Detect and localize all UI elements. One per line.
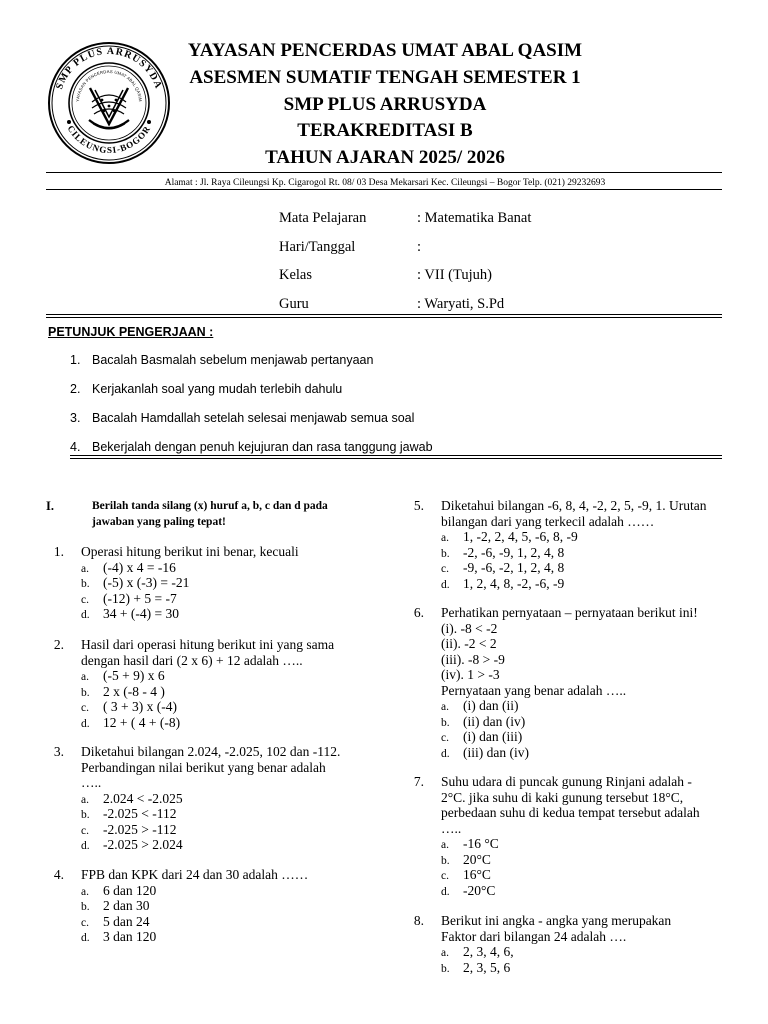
option-letter: b. xyxy=(441,716,450,729)
question-text: (i). -8 < -2 xyxy=(441,620,498,636)
option-text: -2.025 > 2.024 xyxy=(103,837,183,852)
question-text: 2°C. jika suhu di kaki gunung tersebut 18°C, xyxy=(441,789,684,805)
option-letter: b. xyxy=(441,547,450,560)
info-label-date: Hari/Tanggal xyxy=(279,239,356,255)
question-number: 2. xyxy=(53,637,64,652)
question-number: 6. xyxy=(413,605,424,620)
question-text: Perbandingan nilai berikut yang benar adalah xyxy=(81,759,326,775)
option-letter: d. xyxy=(81,840,90,852)
option-text: ( 3 + 3) x (-4) xyxy=(103,699,177,714)
option-letter: a. xyxy=(441,839,449,851)
option-letter: b. xyxy=(81,809,90,821)
question-text: Perhatikan pernyataan – pernyataan berikut ini! xyxy=(441,605,698,620)
question-text: Berikut ini angka - angka yang merupakan xyxy=(441,913,672,928)
option-letter: a. xyxy=(81,885,89,898)
option-letter: a. xyxy=(441,532,449,544)
question-text: Pernyataan yang benar adalah ….. xyxy=(441,682,627,698)
option-letter: d. xyxy=(81,609,90,621)
exam-title: ASESMEN SUMATIF TENGAH SEMESTER 1 xyxy=(189,67,581,88)
question-text: (iii). -8 > -9 xyxy=(441,651,505,667)
option-text: 34 + (-4) = 30 xyxy=(103,606,179,621)
logo-inner-text: YAYASAN PENCERDAS UMAT ABAL QASIM xyxy=(75,68,144,102)
option-text: -2, -6, -9, 1, 2, 4, 8 xyxy=(463,544,565,560)
option-letter: a. xyxy=(81,671,89,683)
question-number: 1. xyxy=(53,544,64,559)
question-text: ….. xyxy=(441,820,462,836)
question-number: 5. xyxy=(413,498,424,513)
question-text: Diketahui bilangan 2.024, -2.025, 102 dan -112. xyxy=(81,744,341,759)
logo-ring-top: SMP PLUS ARRUSYDA xyxy=(54,45,164,91)
option-text: -16 °C xyxy=(463,836,499,851)
option-letter: c. xyxy=(441,563,449,575)
svg-text:SMP PLUS ARRUSYDA xyxy=(54,46,164,91)
instruction-item: 3. Bacalah Hamdallah setelah selesai menjawab semua soal xyxy=(70,411,415,425)
option-letter: d. xyxy=(81,932,90,944)
instruction-item: 1. Bacalah Basmalah sebelum menjawab pertanyaan xyxy=(70,353,374,367)
option-letter: b. xyxy=(81,578,90,590)
answer-option[interactable] xyxy=(441,576,564,594)
option-letter: c. xyxy=(81,702,89,714)
question-number: 3. xyxy=(53,744,64,759)
option-letter: d. xyxy=(441,578,450,591)
divider xyxy=(70,455,722,456)
question-text: dengan hasil dari (2 x 6) + 12 adalah ….. xyxy=(81,652,303,668)
question-text: Diketahui bilangan -6, 8, 4, -2, 2, 5, -9, 1. Urutan xyxy=(441,498,707,513)
option-text: 3 dan 120 xyxy=(103,929,157,944)
divider xyxy=(46,172,722,173)
section-instruction: Berilah tanda silang (x) huruf a, b, c dan d pada jawaban yang paling tepat! xyxy=(92,500,328,528)
option-letter: c. xyxy=(81,916,89,929)
option-letter: b. xyxy=(441,962,450,975)
option-text: 2, 3, 5, 6 xyxy=(463,959,511,975)
question-text: (iv). 1 > -3 xyxy=(441,667,500,682)
question-text: FPB dan KPK dari 24 dan 30 adalah …… xyxy=(81,867,309,882)
option-text: 16°C xyxy=(463,867,491,882)
option-text: (i) dan (iii) xyxy=(463,729,523,744)
option-text: 2, 3, 4, 6, xyxy=(463,944,514,959)
question-text: Operasi hitung berikut ini benar, kecuali xyxy=(81,544,299,559)
question-text: Hasil dari operasi hitung berikut ini yang sama xyxy=(81,637,335,652)
option-letter: b. xyxy=(81,686,90,699)
option-letter: b. xyxy=(441,854,450,867)
accreditation: TERAKREDITASI B xyxy=(297,120,473,141)
option-text: (iii) dan (iv) xyxy=(463,744,529,760)
answer-option[interactable] xyxy=(81,929,156,947)
option-text: (-5) x (-3) = -21 xyxy=(103,575,190,590)
option-text: -2.025 < -112 xyxy=(103,806,177,821)
option-text: (-5 + 9) x 6 xyxy=(103,668,165,683)
section-number: I. xyxy=(46,499,54,513)
option-letter: a. xyxy=(81,562,89,575)
question-text: Faktor dari bilangan 24 adalah …. xyxy=(441,928,627,944)
instructions-title: PETUNJUK PENGERJAAN : xyxy=(48,325,214,339)
info-label-subject: Mata Pelajaran xyxy=(279,210,367,226)
option-letter: c. xyxy=(81,824,89,837)
question-text: perbedaan suhu di kedua tempat tersebut adalah xyxy=(441,805,700,820)
school-name: SMP PLUS ARRUSYDA xyxy=(283,94,487,115)
option-letter: c. xyxy=(441,870,449,882)
option-letter: a. xyxy=(441,701,449,713)
question-text: (ii). -2 < 2 xyxy=(441,636,497,651)
question-text: bilangan dari yang terkecil adalah …… xyxy=(441,513,655,529)
info-value-teacher: : Waryati, S.Pd xyxy=(417,296,505,312)
option-text: 1, 2, 4, 8, -2, -6, -9 xyxy=(463,575,565,591)
option-text: (-4) x 4 = -16 xyxy=(103,559,176,575)
logo-ring-bottom: CILEUNGSI-BOGOR xyxy=(65,123,153,156)
option-text: 2 x (-8 - 4 ) xyxy=(103,683,165,699)
option-letter: d. xyxy=(441,747,450,760)
option-text: (ii) dan (iv) xyxy=(463,713,526,729)
info-value-subject: : Matematika Banat xyxy=(417,210,532,226)
instruction-item: 4. Bekerjalah dengan penuh kejujuran dan rasa tanggung jawab xyxy=(70,440,433,454)
option-text: 2.024 < -2.025 xyxy=(103,790,183,806)
answer-option[interactable] xyxy=(441,960,510,978)
info-label-teacher: Guru xyxy=(279,296,309,312)
option-text: -9, -6, -2, 1, 2, 4, 8 xyxy=(463,560,565,575)
option-text: 5 dan 24 xyxy=(103,913,150,929)
question-number: 4. xyxy=(53,867,64,882)
option-text: 2 dan 30 xyxy=(103,898,150,913)
divider xyxy=(46,314,722,315)
academic-year: TAHUN AJARAN 2025/ 2026 xyxy=(265,147,505,168)
info-value-date: : xyxy=(417,239,422,255)
option-letter: c. xyxy=(81,593,89,606)
option-text: -20°C xyxy=(463,882,496,898)
option-letter: b. xyxy=(81,901,90,913)
option-text: 12 + ( 4 + (-8) xyxy=(103,714,181,730)
option-letter: d. xyxy=(81,717,90,730)
question-number: 8. xyxy=(413,913,424,928)
option-text: (i) dan (ii) xyxy=(463,698,519,713)
divider xyxy=(46,317,722,318)
info-label-class: Kelas xyxy=(279,267,313,283)
option-text: 6 dan 120 xyxy=(103,882,157,898)
option-text: 1, -2, 2, 4, 5, -6, 8, -9 xyxy=(463,529,578,544)
info-value-class: : VII (Tujuh) xyxy=(417,267,492,283)
option-letter: a. xyxy=(81,793,89,806)
option-letter: a. xyxy=(441,947,449,959)
answer-option[interactable] xyxy=(81,837,183,855)
instruction-item: 2. Kerjakanlah soal yang mudah terlebih dahulu xyxy=(70,382,343,396)
option-text: 20°C xyxy=(463,851,491,867)
question-number: 7. xyxy=(413,774,424,789)
answer-option[interactable] xyxy=(441,883,495,901)
question-text: Suhu udara di puncak gunung Rinjani adalah - xyxy=(441,774,692,789)
option-text: (-12) + 5 = -7 xyxy=(103,590,177,606)
option-text: -2.025 > -112 xyxy=(103,821,177,837)
option-letter: c. xyxy=(441,732,449,744)
svg-text:YAYASAN PENCERDAS UMAT ABAL QA xyxy=(75,69,143,102)
question-text: ….. xyxy=(81,775,102,790)
divider xyxy=(46,189,722,190)
answer-option[interactable] xyxy=(441,745,529,763)
answer-option[interactable] xyxy=(81,715,180,733)
divider xyxy=(70,458,722,459)
foundation-name: YAYASAN PENCERDAS UMAT ABAL QASIM xyxy=(187,40,583,61)
answer-option[interactable] xyxy=(81,606,179,624)
option-letter: d. xyxy=(441,885,450,898)
address: Alamat : Jl. Raya Cileungsi Kp. Cigarogol Rt. 08/ 03 Desa Mekarsari Kec. Cileungsi – Bogor Telp. (021) 29232693 xyxy=(164,178,606,188)
